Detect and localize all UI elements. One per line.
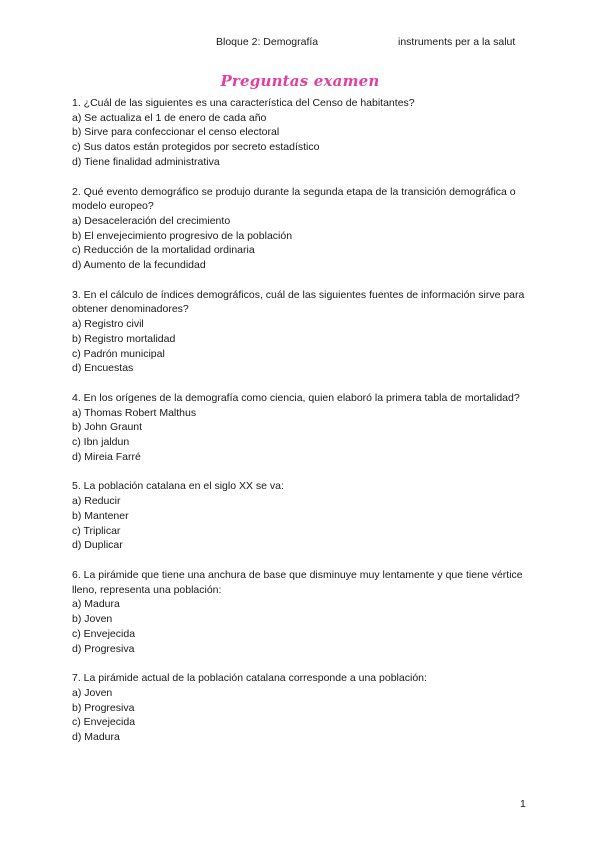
header-subject: instruments per a la salut bbox=[398, 36, 516, 48]
option-c: c) Padrón municipal bbox=[72, 347, 165, 360]
option-b: b) Sirve para confeccionar el censo electoral bbox=[72, 126, 280, 139]
question-5 bbox=[72, 479, 532, 553]
option-b: b) Mantener bbox=[72, 509, 129, 522]
option-b: b) Progresiva bbox=[72, 701, 135, 714]
option-d: d) Mireia Farré bbox=[72, 450, 141, 463]
option-a: a) Madura bbox=[72, 598, 120, 611]
option-c: c) Envejecida bbox=[72, 627, 136, 640]
option-a: a) Registro civil bbox=[72, 318, 144, 331]
option-c: c) Ibn jaldun bbox=[72, 436, 130, 449]
option-d: d) Progresiva bbox=[72, 642, 135, 655]
option-b: b) Joven bbox=[72, 613, 113, 626]
page-header bbox=[0, 36, 600, 50]
option-c: c) Reducción de la mortalidad ordinaria bbox=[72, 244, 255, 257]
question-stem: 2. Qué evento demográfico se produjo durante la segunda etapa de la transición demográfica o modelo europeo? bbox=[72, 185, 516, 213]
question-stem: 4. En los orígenes de la demografía como ciencia, quien elaboró la primera tabla de mortalidad? bbox=[72, 391, 520, 404]
option-b: b) Registro mortalidad bbox=[72, 332, 176, 345]
option-c: c) Triplicar bbox=[72, 524, 121, 537]
option-c: c) Envejecida bbox=[72, 716, 136, 729]
option-d: d) Tiene finalidad administrativa bbox=[72, 155, 220, 168]
question-3 bbox=[72, 288, 532, 376]
option-a: a) Thomas Robert Malthus bbox=[72, 406, 197, 419]
question-stem: 7. La pirámide actual de la población catalana corresponde a una población: bbox=[72, 672, 427, 685]
question-stem: 6. La pirámide que tiene una anchura de base que disminuye muy lentamente y que tiene vértice lleno, representa una población: bbox=[72, 568, 523, 596]
header-block-title: Bloque 2: Demografía bbox=[216, 36, 319, 48]
option-b: b) El envejecimiento progresivo de la población bbox=[72, 229, 293, 242]
option-a: a) Se actualiza el 1 de enero de cada año bbox=[72, 111, 267, 124]
question-7 bbox=[72, 671, 532, 745]
option-a: a) Desaceleración del crecimiento bbox=[72, 214, 231, 227]
option-b: b) John Graunt bbox=[72, 421, 143, 434]
question-list bbox=[72, 96, 532, 760]
question-4 bbox=[72, 391, 532, 465]
page-number: 1 bbox=[520, 798, 526, 810]
question-stem: 3. En el cálculo de índices demográficos, cuál de las siguientes fuentes de información sirve para obtener denominadores? bbox=[72, 288, 525, 316]
option-d: d) Aumento de la fecundidad bbox=[72, 259, 206, 272]
question-2 bbox=[72, 185, 532, 273]
option-d: d) Madura bbox=[72, 731, 120, 744]
question-1 bbox=[72, 96, 532, 170]
question-stem: 1. ¿Cuál de las siguientes es una característica del Censo de habitantes? bbox=[72, 97, 415, 109]
page-title: Preguntas examen bbox=[220, 72, 380, 90]
question-stem: 5. La población catalana en el siglo XX se va: bbox=[72, 480, 284, 493]
option-a: a) Joven bbox=[72, 686, 113, 699]
question-6 bbox=[72, 568, 532, 656]
option-d: d) Encuestas bbox=[72, 362, 134, 375]
option-c: c) Sus datos están protegidos por secreto estadístico bbox=[72, 141, 320, 154]
option-a: a) Reducir bbox=[72, 495, 121, 508]
option-d: d) Duplicar bbox=[72, 539, 123, 552]
